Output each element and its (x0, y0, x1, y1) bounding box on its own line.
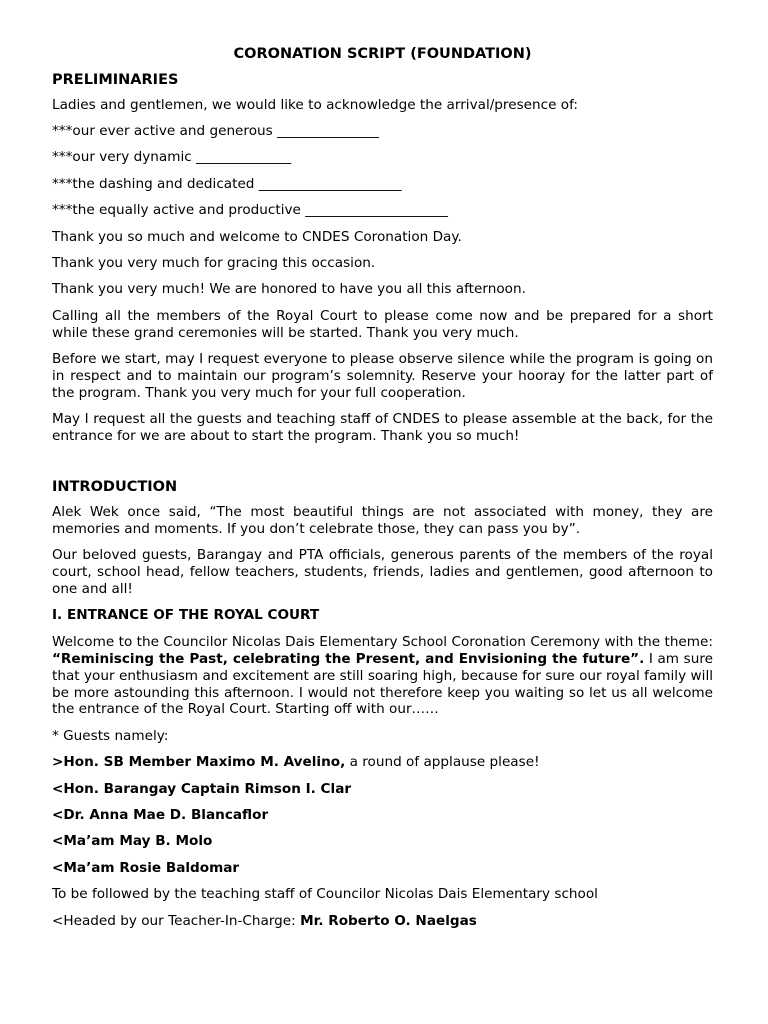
paragraph: Before we start, may I request everyone to please observe silence while the program is going on in respect and to maintain our program’s solemnity. Reserve your hooray for the latter part of the program. Thank you very much for your full cooperation. (52, 350, 713, 401)
guest-name: <Hon. Barangay Captain Rimson I. Clar (52, 780, 352, 797)
guest-line (52, 807, 713, 824)
paragraph: Thank you so much and welcome to CNDES Coronation Day. (52, 228, 462, 245)
entrance-heading: I. ENTRANCE OF THE ROYAL COURT (52, 607, 320, 624)
welcome-paragraph (52, 634, 713, 718)
headed-name: Mr. Roberto O. Naelgas (300, 912, 477, 929)
welcome-text-continued: I am sure that your enthusiasm and excitement are still soaring high, because for sure our royal family will be more astounding this afternoon. I would not therefore keep you waiting so let us all welcome the entrance of the Royal Court. Starting off with our…… (52, 651, 713, 718)
welcome-text: Welcome to the Councilor Nicolas Dais Elementary School Coronation Ceremony with the theme: (52, 634, 713, 651)
staff-line: To be followed by the teaching staff of Councilor Nicolas Dais Elementary school (52, 886, 598, 903)
paragraph: Calling all the members of the Royal Court to please come now and be prepared for a short while these grand ceremonies will be started. Thank you very much. (52, 307, 713, 341)
headed-line (52, 913, 713, 930)
introduction-heading: INTRODUCTION (52, 479, 178, 496)
theme-text: “Reminiscing the Past, celebrating the Present, and Envisioning the future”. (52, 651, 645, 668)
headed-prefix: <Headed by our Teacher-In-Charge: (52, 912, 301, 929)
guest-suffix: a round of applause please! (345, 754, 540, 771)
guest-line (52, 833, 713, 850)
guest-name: <Dr. Anna Mae D. Blancaflor (52, 807, 269, 823)
guest-line (52, 754, 713, 771)
greeting-paragraph: Our beloved guests, Barangay and PTA officials, generous parents of the members of the royal court, school head, fellow teachers, students, friends, ladies and gentlemen, good afternoon to one and all! (52, 547, 713, 598)
acknowledge-line: ***our very dynamic ______________ (52, 149, 292, 166)
document-page (52, 44, 713, 939)
guest-name: <Ma’am May B. Molo (52, 833, 213, 850)
paragraph: Ladies and gentlemen, we would like to acknowledge the arrival/presence of: (52, 96, 579, 113)
acknowledge-line: ***the equally active and productive _____________________ (52, 202, 448, 219)
guest-line (52, 781, 713, 798)
quote-paragraph: Alek Wek once said, “The most beautiful things are not associated with money, they are memories and moments. If you don’t celebrate those, they can pass you by”. (52, 504, 713, 538)
acknowledge-line: ***the dashing and dedicated _____________________ (52, 175, 402, 192)
acknowledge-line: ***our ever active and generous _______________ (52, 122, 379, 139)
guest-name: >Hon. SB Member Maximo M. Avelino, (52, 754, 346, 771)
guest-name: <Ma’am Rosie Baldomar (52, 859, 240, 876)
paragraph: Thank you very much for gracing this occasion. (52, 254, 376, 271)
preliminaries-heading: PRELIMINARIES (52, 71, 179, 88)
guest-line (52, 860, 713, 877)
document-title: CORONATION SCRIPT (FOUNDATION) (233, 46, 532, 62)
paragraph: Thank you very much! We are honored to have you all this afternoon. (52, 281, 526, 298)
paragraph: May I request all the guests and teaching staff of CNDES to please assemble at the back, for the entrance for we are about to start the program. Thank you so much! (52, 410, 713, 444)
guests-intro: * Guests namely: (52, 727, 169, 744)
